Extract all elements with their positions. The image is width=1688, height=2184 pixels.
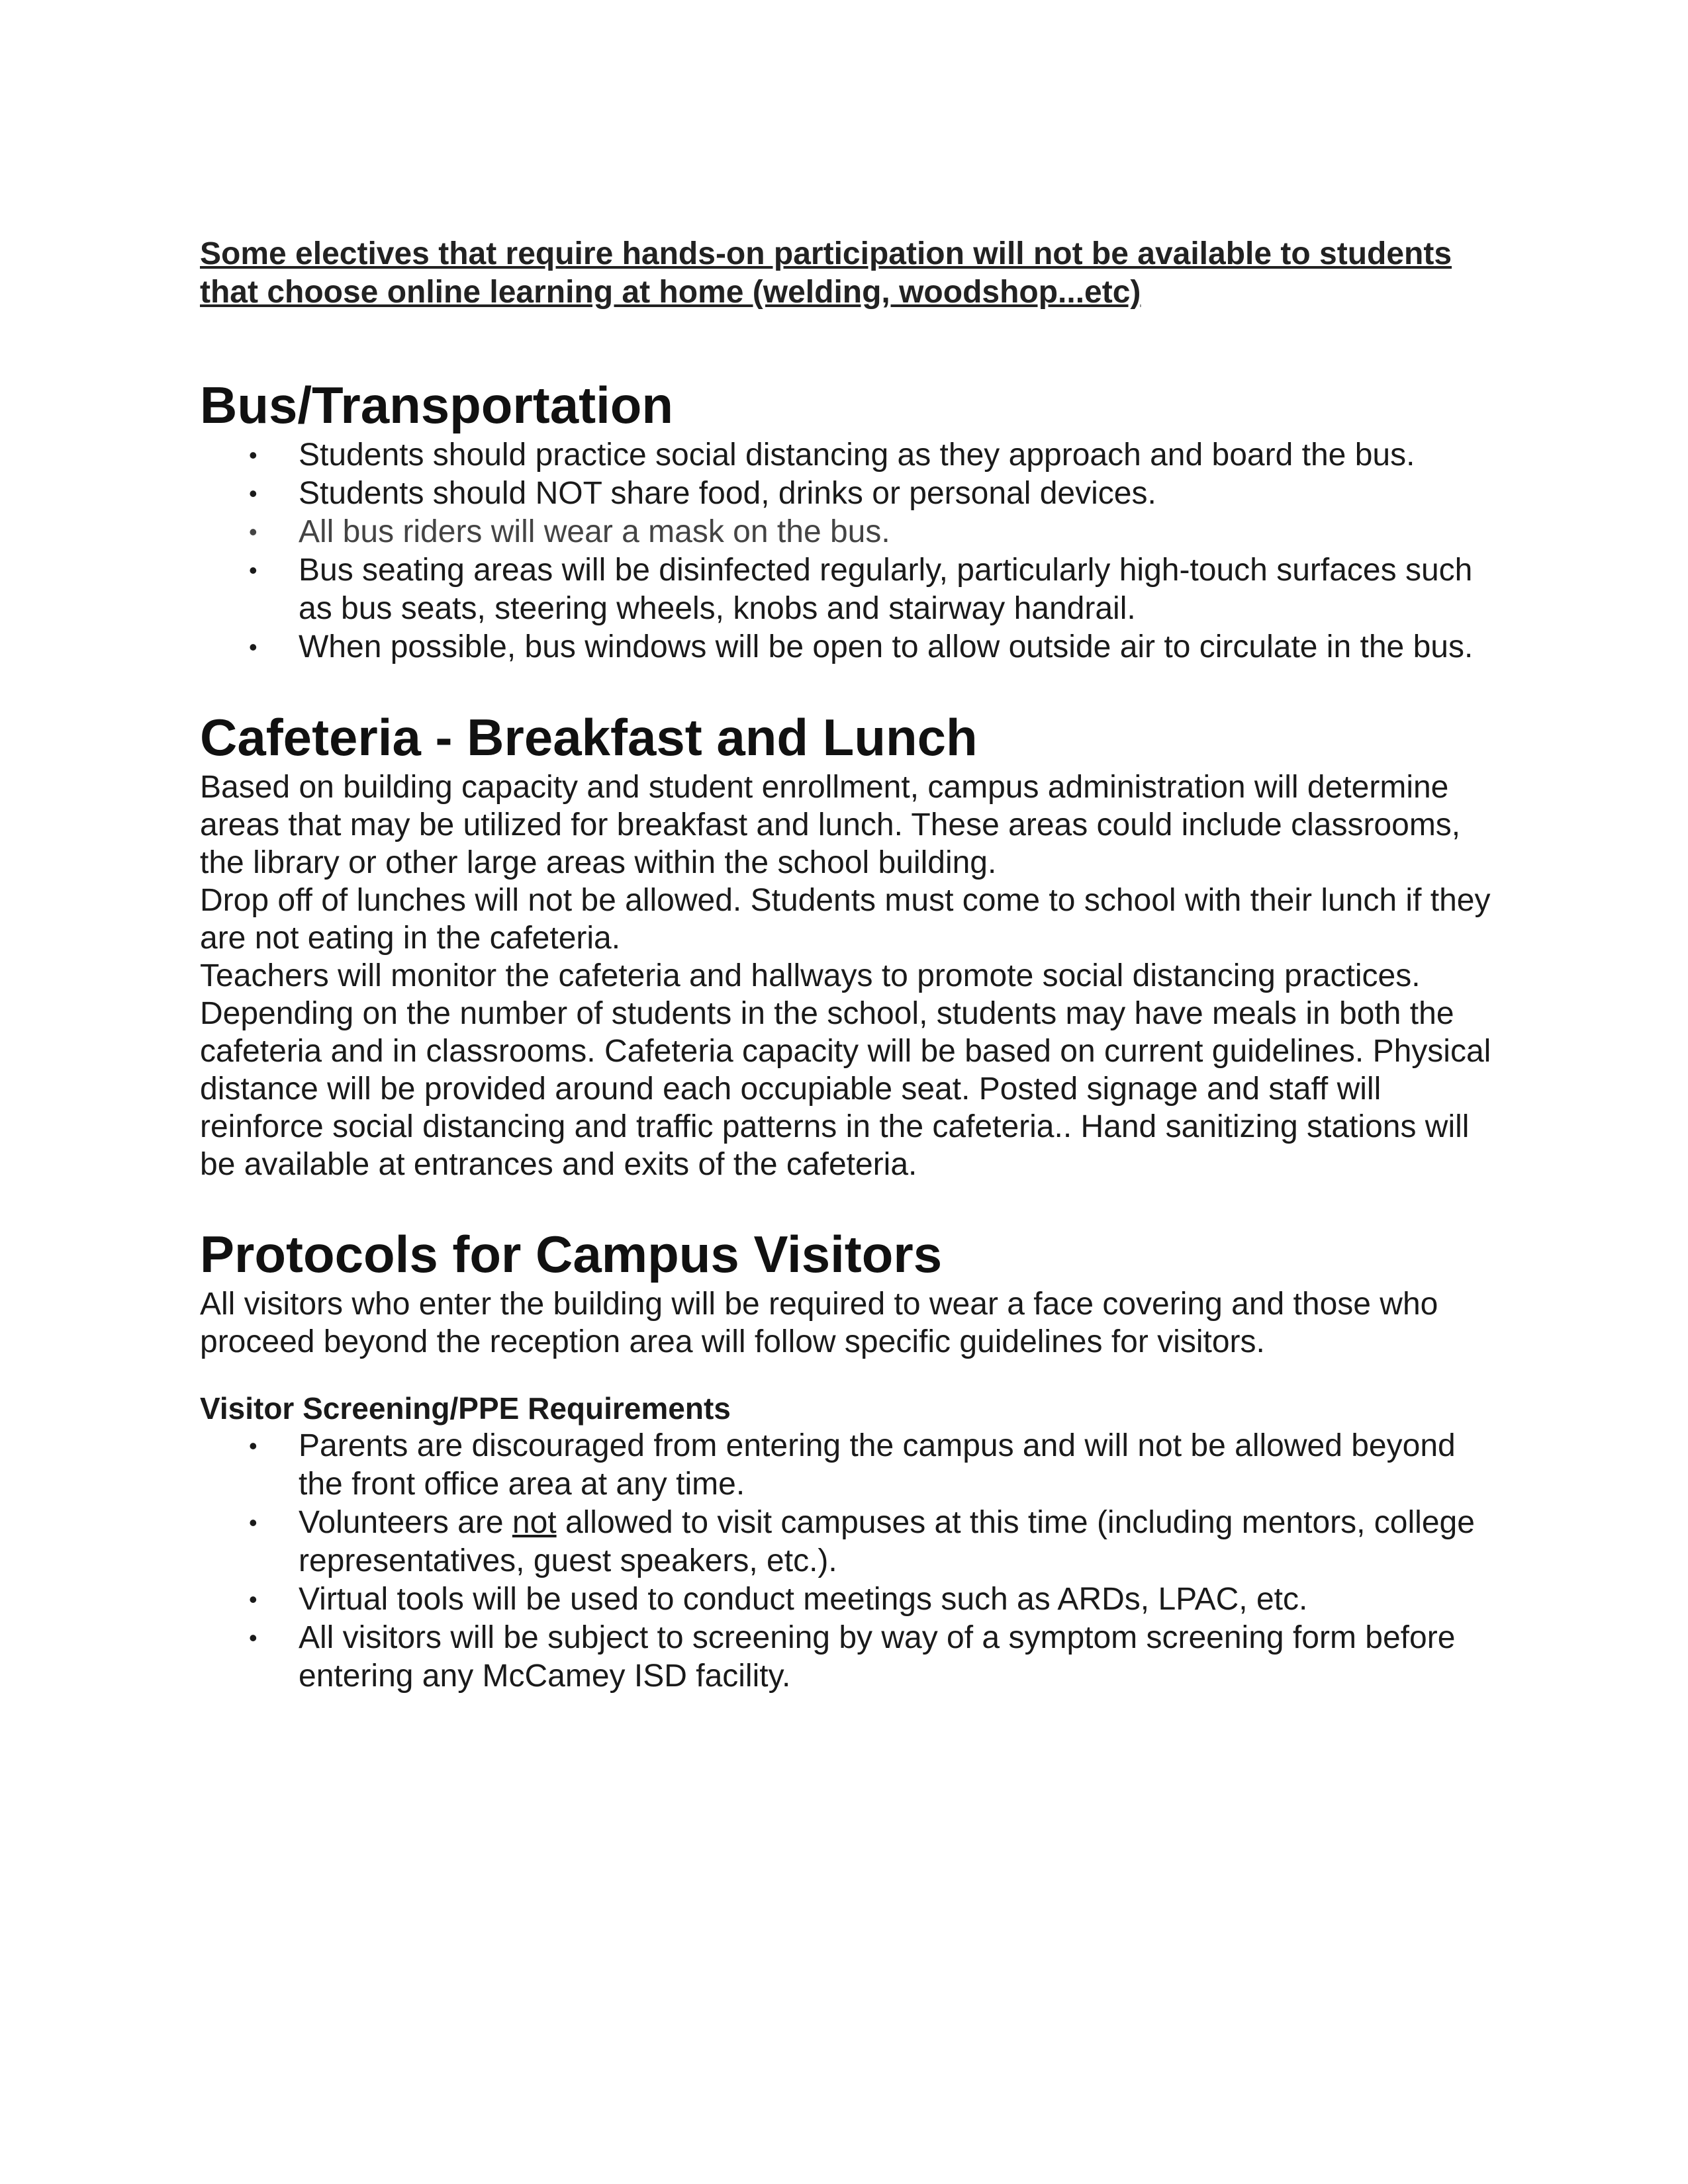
list-item: • When possible, bus windows will be open to allow outside air to circulate in the bus. [200, 628, 1497, 666]
bullet-icon: • [249, 1586, 258, 1613]
bus-transportation-section [200, 374, 1497, 666]
visitor-screening-subheading: Visitor Screening/PPE Requirements [200, 1391, 731, 1426]
list-item: • Virtual tools will be used to conduct meetings such as ARDs, LPAC, etc. [200, 1580, 1497, 1619]
visitors-intro-paragraph: All visitors who enter the building will be required to wear a face covering and those who proceed beyond the reception area will follow specific guidelines for visitors. [200, 1287, 1438, 1359]
list-item: • Parents are discouraged from entering the campus and will not be allowed beyond the front office area at any time. [249, 1428, 1456, 1502]
cafeteria-paragraph: Teachers will monitor the cafeteria and hallways to promote social distancing practices. Depending on the number of students in the school, students may have meals in both the cafeteria and in classrooms. Cafeteria capacity will be based on current guidelines. Physical distance will be provided around each occupiable seat. Posted signage and staff will reinforce social distancing and traffic patterns in the cafeteria.. Hand sanitizing stations will be available at entrances and exits of the cafeteria. [200, 958, 1491, 1182]
cafeteria-paragraph: Based on building capacity and student enrollment, campus administration will determine areas that may be utilized for breakfast and lunch. These areas could include classrooms, the library or other large areas within the school building. [200, 770, 1461, 880]
bullet-icon: • [249, 1509, 258, 1536]
document-page [200, 235, 1497, 1696]
bullet-icon: • [249, 633, 258, 660]
campus-visitors-heading: Protocols for Campus Visitors [200, 1225, 943, 1283]
list-item: • Bus seating areas will be disinfected regularly, particularly high-touch surfaces such as bus seats, steering wheels, knobs and stairway handrail. [249, 553, 1473, 626]
list-item: • All bus riders will wear a mask on the bus. [200, 513, 1497, 551]
bullet-icon: • [249, 557, 258, 584]
list-item: • All visitors will be subject to screening by way of a symptom screening form before entering any McCamey ISD facility. [249, 1620, 1456, 1694]
list-item: • Students should practice social distancing as they approach and board the bus. [200, 436, 1497, 475]
cafeteria-paragraph: Drop off of lunches will not be allowed. Students must come to school with their lunch if they are not eating in the cafeteria. [200, 883, 1491, 956]
bullet-icon: • [249, 1624, 258, 1651]
bullet-icon: • [249, 518, 258, 545]
list-item: • Students should NOT share food, drinks or personal devices. [200, 475, 1497, 513]
bullet-icon: • [249, 480, 258, 507]
visitor-requirements-list [200, 1427, 1497, 1696]
bus-transportation-heading: Bus/Transportation [200, 376, 674, 434]
bus-rules-list [200, 436, 1497, 666]
campus-visitors-section [200, 1223, 1497, 1696]
electives-note: Some electives that require hands-on participation will not be available to students that choose online learning at home (welding, woodshop...etc) [200, 236, 1452, 310]
list-item: • Volunteers are not allowed to visit campuses at this time (including mentors, college representatives, guest speakers, etc.). [249, 1505, 1475, 1578]
cafeteria-heading: Cafeteria - Breakfast and Lunch [200, 708, 978, 766]
bullet-icon: • [249, 1432, 258, 1459]
emphasized-not: not [512, 1505, 557, 1540]
cafeteria-section [200, 706, 1497, 1183]
bullet-icon: • [249, 441, 258, 469]
